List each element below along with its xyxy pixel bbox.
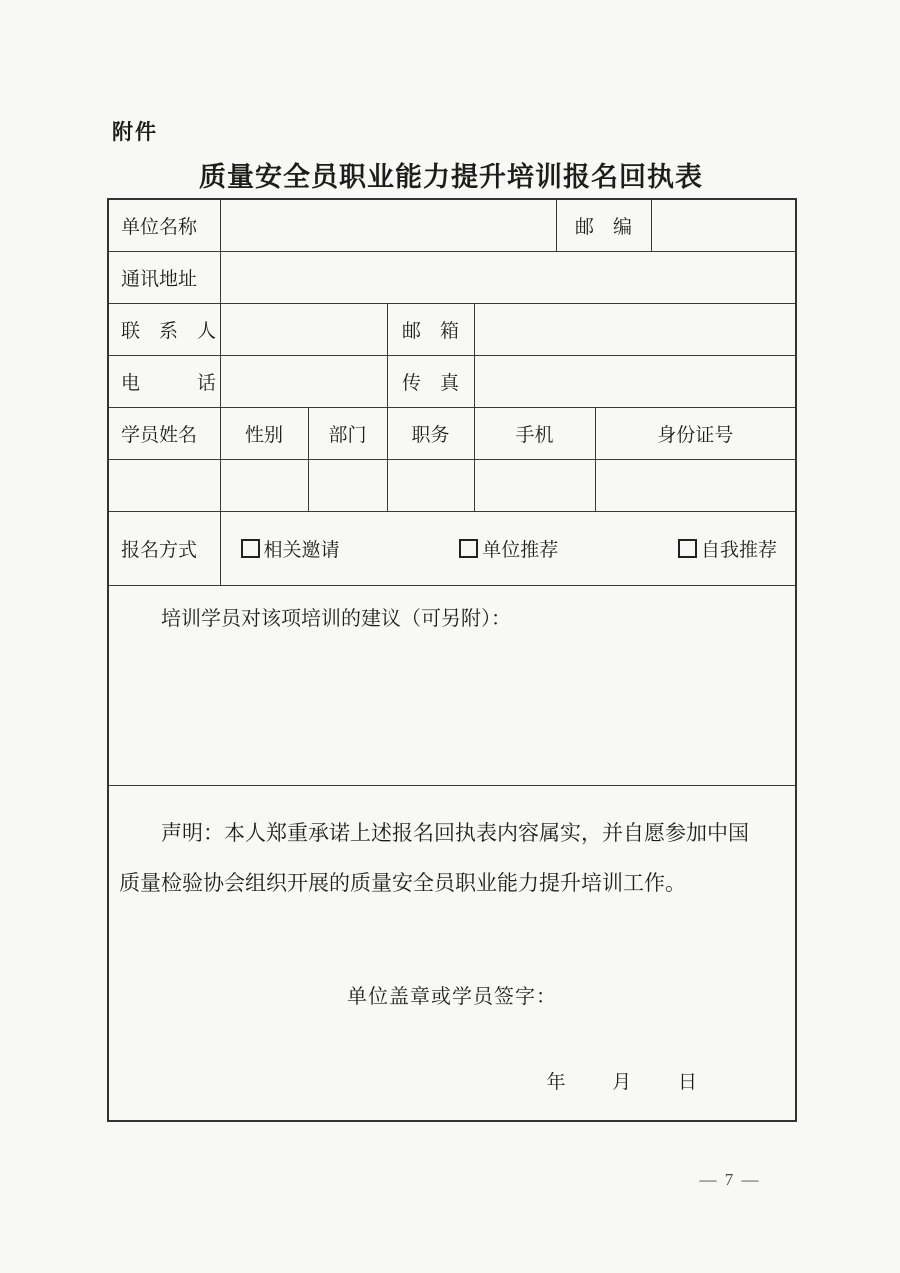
checkbox-icon[interactable] xyxy=(459,539,478,558)
gender-header: 性别 xyxy=(220,407,308,459)
date-year-label: 年 xyxy=(546,1071,566,1093)
option-unit-recommendation[interactable] xyxy=(459,535,558,562)
department-header: 部门 xyxy=(308,407,387,459)
department-field[interactable] xyxy=(308,459,387,511)
student-name-header: 学员姓名 xyxy=(108,407,220,459)
fax-label: 传 真 xyxy=(387,355,474,407)
date-line xyxy=(109,1067,795,1094)
option-label: 相关邀请 xyxy=(263,539,340,561)
unit-name-field[interactable] xyxy=(220,199,556,251)
id-number-header: 身份证号 xyxy=(595,407,796,459)
row-phone xyxy=(108,355,796,407)
registration-options-cell xyxy=(220,511,796,585)
position-header: 职务 xyxy=(387,407,474,459)
postal-code-field[interactable] xyxy=(651,199,796,251)
postal-code-label: 邮 编 xyxy=(556,199,651,251)
suggestion-label: 培训学员对该项培训的建议（可另附）： xyxy=(161,607,511,630)
phone-field[interactable] xyxy=(220,355,387,407)
option-self-recommendation[interactable] xyxy=(678,535,777,562)
row-declaration xyxy=(108,785,796,1121)
suggestion-cell[interactable] xyxy=(108,585,796,785)
attachment-label: 附件 xyxy=(112,121,158,144)
checkbox-icon[interactable] xyxy=(678,539,697,558)
id-number-field[interactable] xyxy=(595,459,796,511)
registration-form-table xyxy=(107,198,797,1122)
row-suggestion xyxy=(108,585,796,785)
registration-method-label: 报名方式 xyxy=(108,511,220,585)
mobile-header: 手机 xyxy=(474,407,595,459)
row-student-entry xyxy=(108,459,796,511)
page-number: — 7 — xyxy=(699,1170,761,1189)
email-label: 邮 箱 xyxy=(387,303,474,355)
phone-label: 电 话 xyxy=(108,355,220,407)
student-name-field[interactable] xyxy=(108,459,220,511)
row-registration-method xyxy=(108,511,796,585)
registration-options xyxy=(221,535,796,562)
unit-name-label: 单位名称 xyxy=(108,199,220,251)
row-address xyxy=(108,251,796,303)
email-field[interactable] xyxy=(474,303,796,355)
date-month-label: 月 xyxy=(612,1071,632,1093)
row-unit-name xyxy=(108,199,796,251)
address-label: 通讯地址 xyxy=(108,251,220,303)
option-label: 自我推荐 xyxy=(701,539,778,561)
fax-field[interactable] xyxy=(474,355,796,407)
row-student-headers xyxy=(108,407,796,459)
checkbox-icon[interactable] xyxy=(241,539,260,558)
mobile-field[interactable] xyxy=(474,459,595,511)
contact-label: 联 系 人 xyxy=(108,303,220,355)
declaration-cell xyxy=(108,785,796,1121)
date-day-label: 日 xyxy=(678,1071,698,1093)
signature-label: 单位盖章或学员签字： xyxy=(347,985,557,1008)
option-label: 单位推荐 xyxy=(482,539,559,561)
position-field[interactable] xyxy=(387,459,474,511)
contact-field[interactable] xyxy=(220,303,387,355)
row-contact xyxy=(108,303,796,355)
address-field[interactable] xyxy=(220,251,796,303)
gender-field[interactable] xyxy=(220,459,308,511)
declaration-text: 声明：本人郑重承诺上述报名回执表内容属实，并自愿参加中国质量检验协会组织开展的质量安全员职业能力提升培训工作。 xyxy=(119,820,749,895)
option-related-invitation[interactable] xyxy=(241,535,340,562)
page-title: 质量安全员职业能力提升培训报名回执表 xyxy=(199,162,703,192)
